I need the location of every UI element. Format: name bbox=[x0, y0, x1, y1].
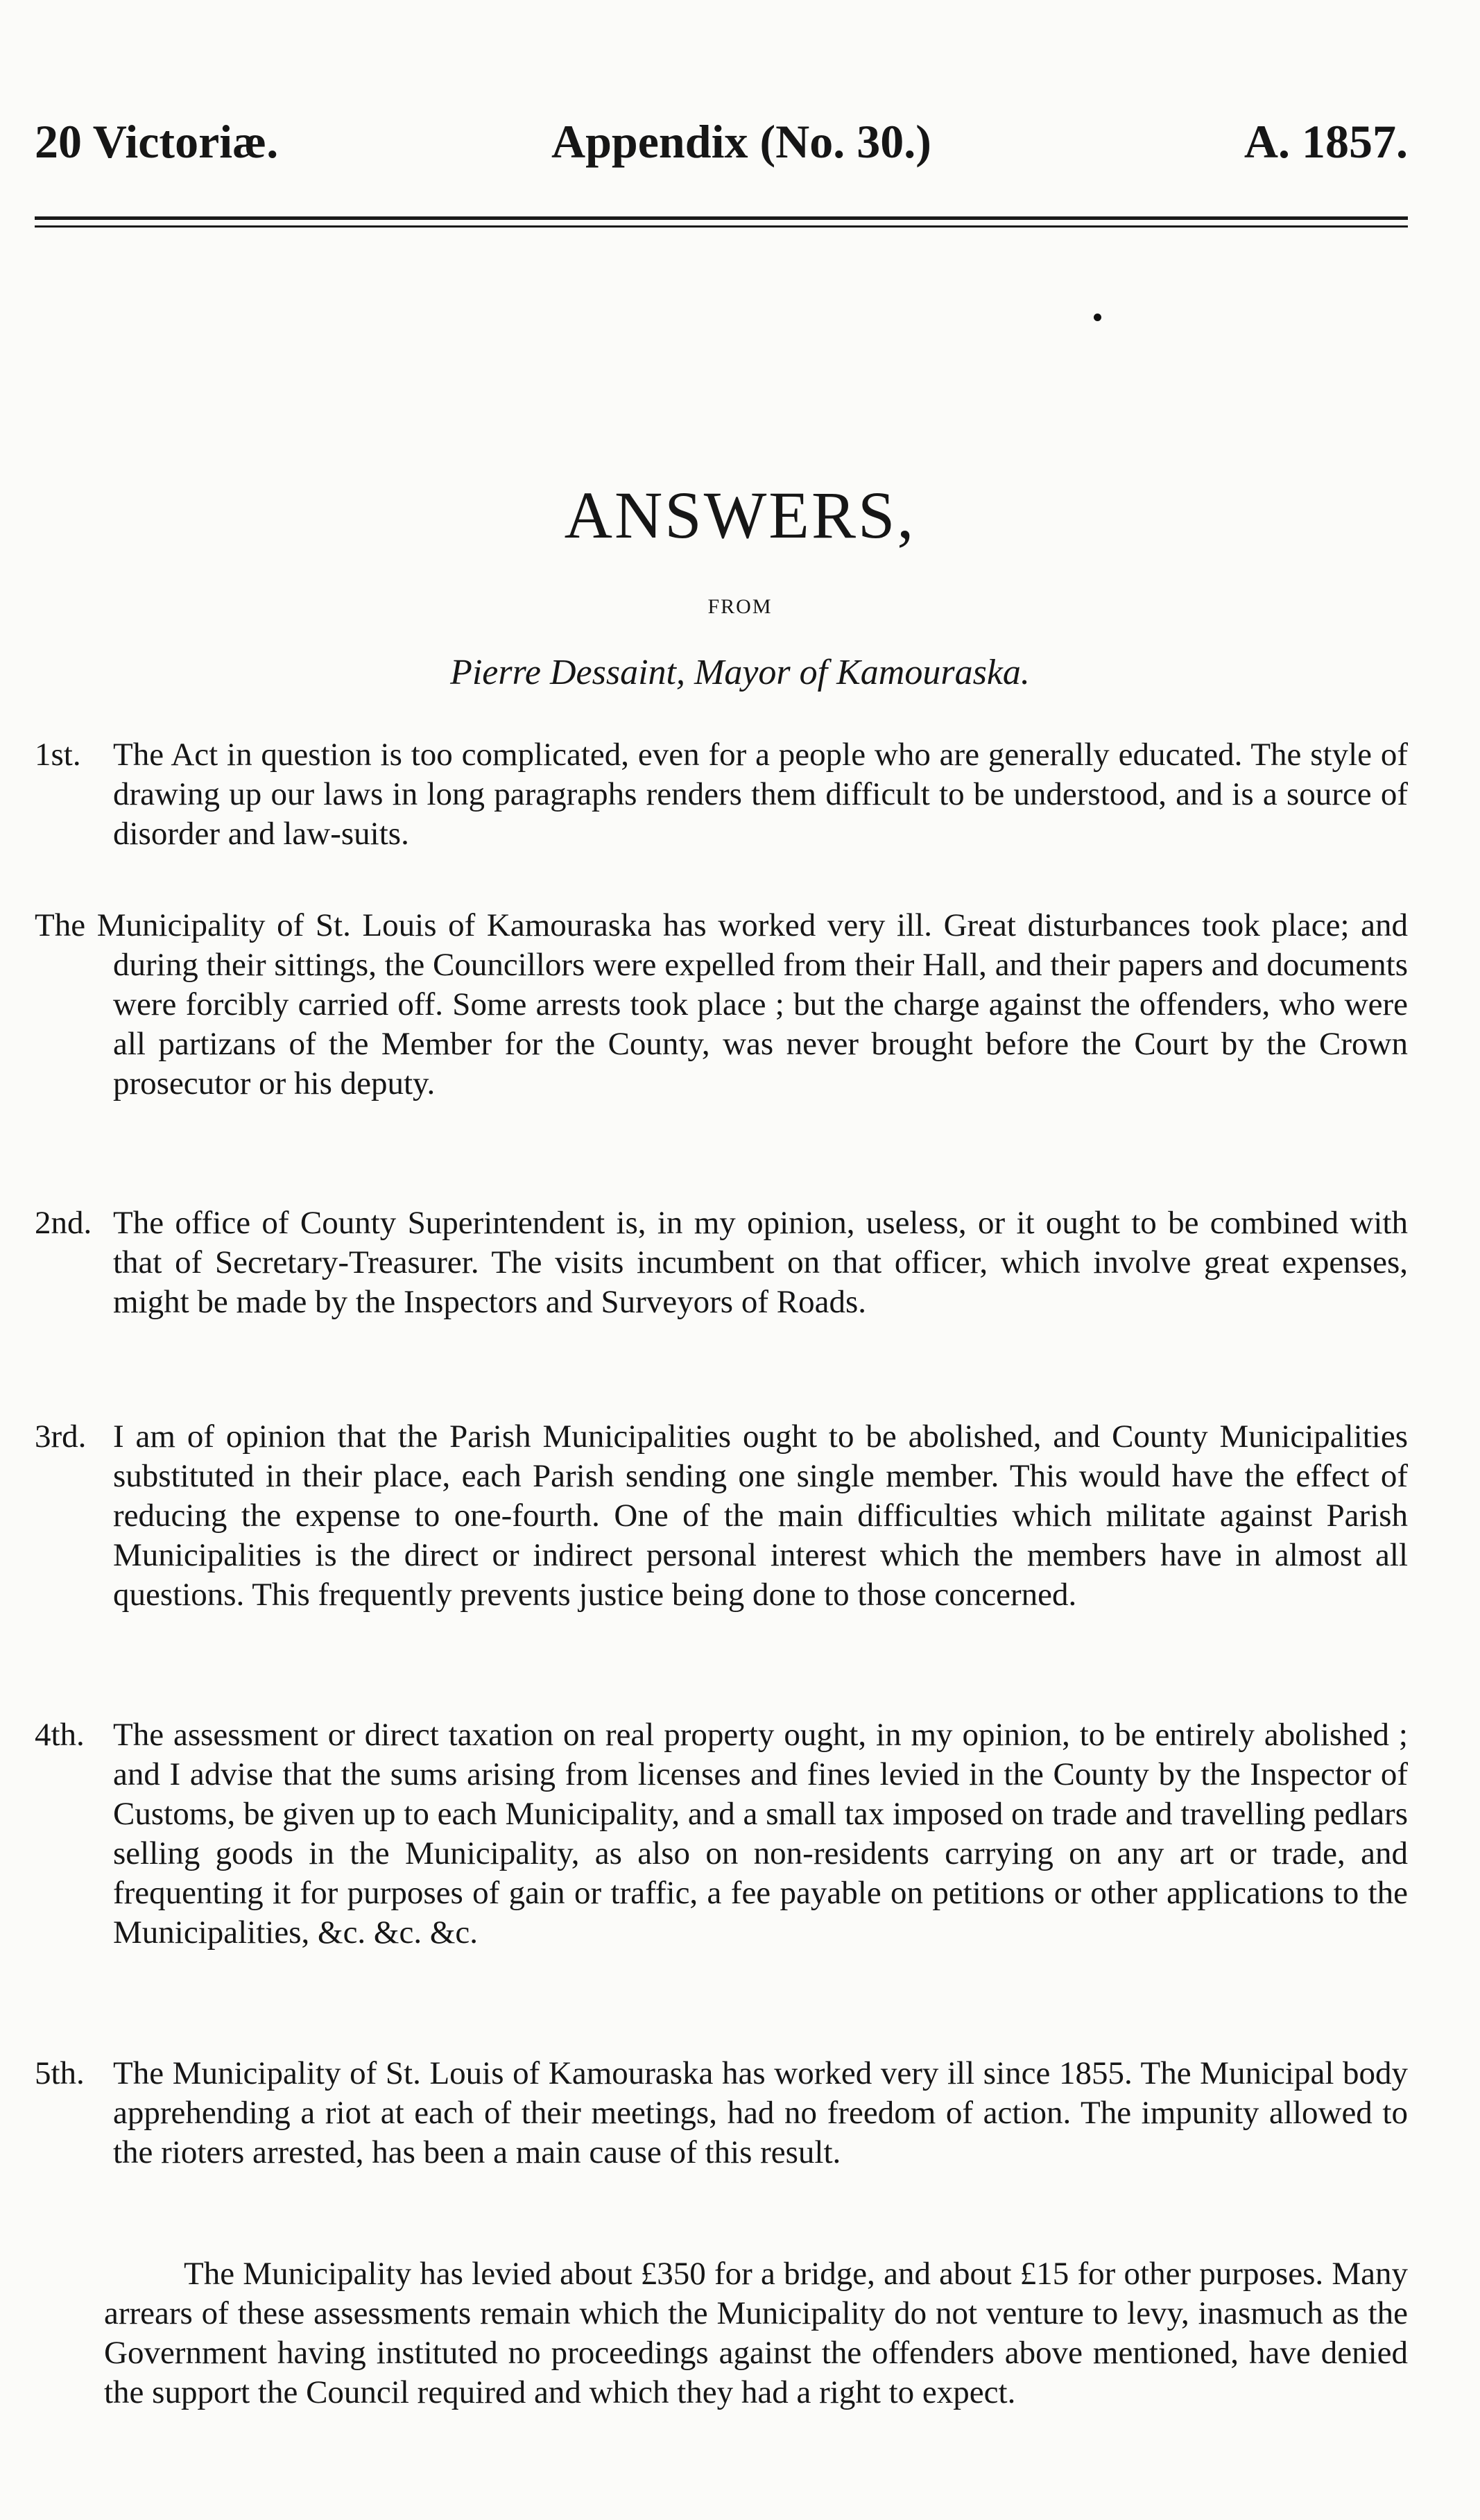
answer-number: 3rd. bbox=[35, 1418, 87, 1455]
answer-text: The Act in question is too complicated, even for a people who are generally educated. The style of drawing up our laws in long paragraphs renders them difficult to be understood, and is a source of disorder and law-suits. bbox=[113, 737, 1408, 852]
header-rule-thin bbox=[35, 225, 1408, 228]
answer-text: I am of opinion that the Parish Municipalities ought to be abolished, and County Municipalities substituted in their place, each Parish sending one single member. This would have the effect of reducing the expense to one-fourth. One of the main difficulties which militate against Parish Municipalities is the direct or indirect personal interest which the members have in almost all questions. This frequently prevents justice being done to those concerned. bbox=[113, 1418, 1408, 1613]
answer-5-continuation bbox=[104, 2254, 1408, 2412]
from-label: FROM bbox=[707, 595, 773, 618]
header-session: 20 Victoriæ. bbox=[35, 115, 279, 168]
author-name: Pierre Dessaint bbox=[450, 653, 677, 692]
answer-number: 4th. bbox=[35, 1717, 85, 1753]
header-appendix: Appendix (No. 30.) bbox=[551, 115, 931, 168]
header-rule-thick bbox=[35, 216, 1408, 220]
print-speck bbox=[1094, 314, 1101, 321]
answer-number: 1st. bbox=[35, 737, 81, 773]
answer-1-continuation bbox=[35, 906, 1408, 1104]
byline-separator: , bbox=[676, 653, 695, 692]
author-office: Mayor bbox=[694, 653, 791, 692]
byline-connector: of bbox=[790, 653, 837, 692]
page-header bbox=[35, 114, 1408, 177]
answer-number: 2nd. bbox=[35, 1205, 92, 1241]
answer-text: The Municipality of St. Louis of Kamouraska has worked very ill. Great disturbances took place; and during their sittings, the Councillors were expelled from their Hall, and their papers and documents were forcibly carried off. Some arrests took place ; but the charge against the offenders, who were all partizans of the Member for the County, was never brought before the Court by the Crown prosecutor or his deputy. bbox=[35, 907, 1408, 1102]
answer-4 bbox=[35, 1715, 1408, 1953]
answer-5 bbox=[35, 2054, 1408, 2172]
document-title: ANSWERS, bbox=[564, 478, 916, 552]
answer-text: The assessment or direct taxation on real property ought, in my opinion, to be entirely abolished ; and I advise that the sums arising from licenses and fines levied in the County by the Inspector of Customs, be given up to each Municipality, and a small tax imposed on trade and travelling pedlars selling goods in the Municipality, as also on non-residents carrying on any art or trade, and frequenting it for purposes of gain or traffic, a fee payable on petitions or other applications to the Municipalities, &c. &c. &c. bbox=[113, 1717, 1408, 1951]
answer-2 bbox=[35, 1203, 1408, 1322]
answer-text: The Municipality of St. Louis of Kamouraska has worked very ill since 1855. The Municipal body apprehending a riot at each of their meetings, had no freedom of action. The impunity allowed to the rioters arrested, has been a main cause of this result. bbox=[113, 2055, 1408, 2170]
answer-text: The Municipality has levied about £350 for a bridge, and about £15 for other purposes. Many arrears of these assessments remain which the Municipality do not venture to levy, inasmuch as the Government having instituted no proceedings against the offenders above mentioned, have denied the support the Council required and which they had a right to expect. bbox=[104, 2256, 1408, 2410]
answer-text: The office of County Superintendent is, in my opinion, useless, or it ought to be combined with that of Secretary-Treasurer. The visits incumbent on that officer, which involve great expenses, might be made by the Inspectors and Surveyors of Roads. bbox=[113, 1205, 1408, 1320]
answer-number: 5th. bbox=[35, 2055, 85, 2091]
header-year: A. 1857. bbox=[1244, 115, 1408, 168]
author-place: Kamouraska. bbox=[836, 653, 1030, 692]
author-byline bbox=[0, 652, 1480, 693]
answer-1 bbox=[35, 735, 1408, 854]
answer-3 bbox=[35, 1417, 1408, 1615]
